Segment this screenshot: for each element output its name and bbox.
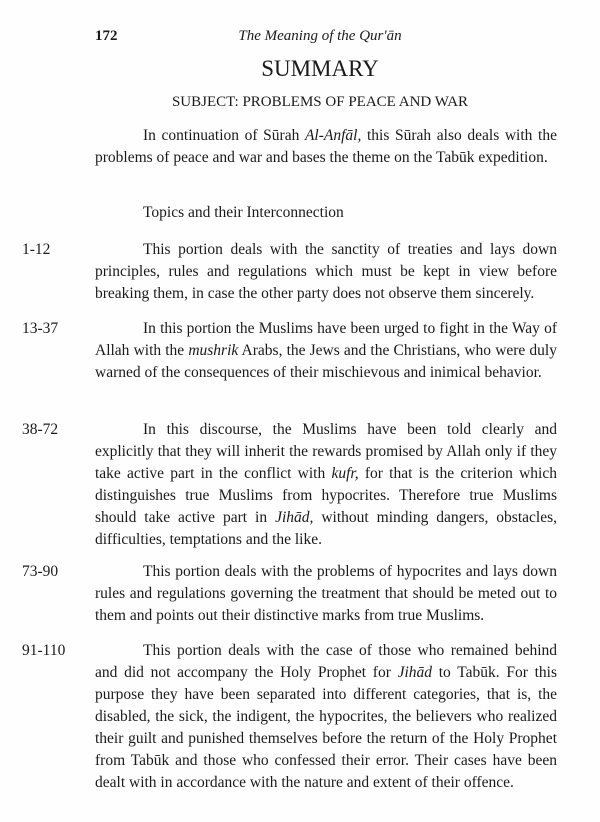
verse-range: 73-90 (22, 563, 59, 580)
section-paragraph (95, 419, 557, 551)
italic-term: kufr, (331, 465, 359, 482)
text: for that is the criterion which distinguishes true Muslims from hypocrites. Therefore true Muslims should take active part in (95, 465, 557, 526)
subject-heading: SUBJECT: PROBLEMS OF PEACE AND WAR (171, 94, 469, 110)
italic-term: Jihād, (275, 509, 314, 526)
page-number: 172 (95, 28, 118, 44)
section-paragraph (95, 561, 557, 627)
section-paragraph (95, 318, 557, 384)
text: this Sūrah also deals with the problems of peace and war and bases the theme on the Tabūk expedition. (95, 127, 557, 166)
page-title: SUMMARY (261, 56, 379, 81)
section-paragraph (95, 640, 557, 794)
verse-range: 13-37 (22, 320, 59, 337)
intro-paragraph (95, 125, 557, 169)
text: This portion deals with the problems of hypocrites and lays down rules and regulations governing the treatment that should be meted out to them and points out their distinctive marks from true Muslims. (95, 563, 557, 624)
topics-heading: Topics and their Interconnection (143, 204, 344, 221)
text: In continuation of Sūrah (143, 127, 305, 144)
text: without minding dangers, obstacles, difficulties, temptations and the like. (95, 509, 557, 548)
italic-term: Jihād (397, 664, 433, 681)
verse-range: 1-12 (22, 241, 51, 258)
section-paragraph (95, 239, 557, 305)
text: to Tabūk. For this purpose they have been separated into different categories, that is, the disabled, the sick, the indigent, the hypocrites, the believers who realized their guilt and punished themselves before the return of the Holy Prophet from Tabūk and those who confessed their error. Their cases have been dealt with in accordance with the nature and extent of their offence. (95, 664, 557, 791)
text: In this discourse, the Muslims have been told clearly and explicitly that they will inherit the rewards promised by Allah only if they take active part in the conflict with (95, 421, 557, 482)
verse-range: 38-72 (22, 421, 59, 438)
text: This portion deals with the sanctity of treaties and lays down principles, rules and regulations which must be kept in view before breaking them, in case the other party does not observe them sincerely. (95, 241, 557, 302)
text: Arabs, the Jews and the Christians, who were duly warned of the consequences of their mischievous and inimical behavior. (95, 342, 557, 381)
text: This portion deals with the case of those who remained behind and did not accompany the Holy Prophet for (95, 642, 557, 681)
italic-term: mushrik (188, 342, 239, 359)
italic-term: Al-Anfāl, (304, 127, 362, 144)
text: In this portion the Muslims have been urged to fight in the Way of Allah with the (95, 320, 557, 359)
running-title: The Meaning of the Qur'ān (238, 28, 402, 44)
verse-range: 91-110 (22, 642, 66, 659)
